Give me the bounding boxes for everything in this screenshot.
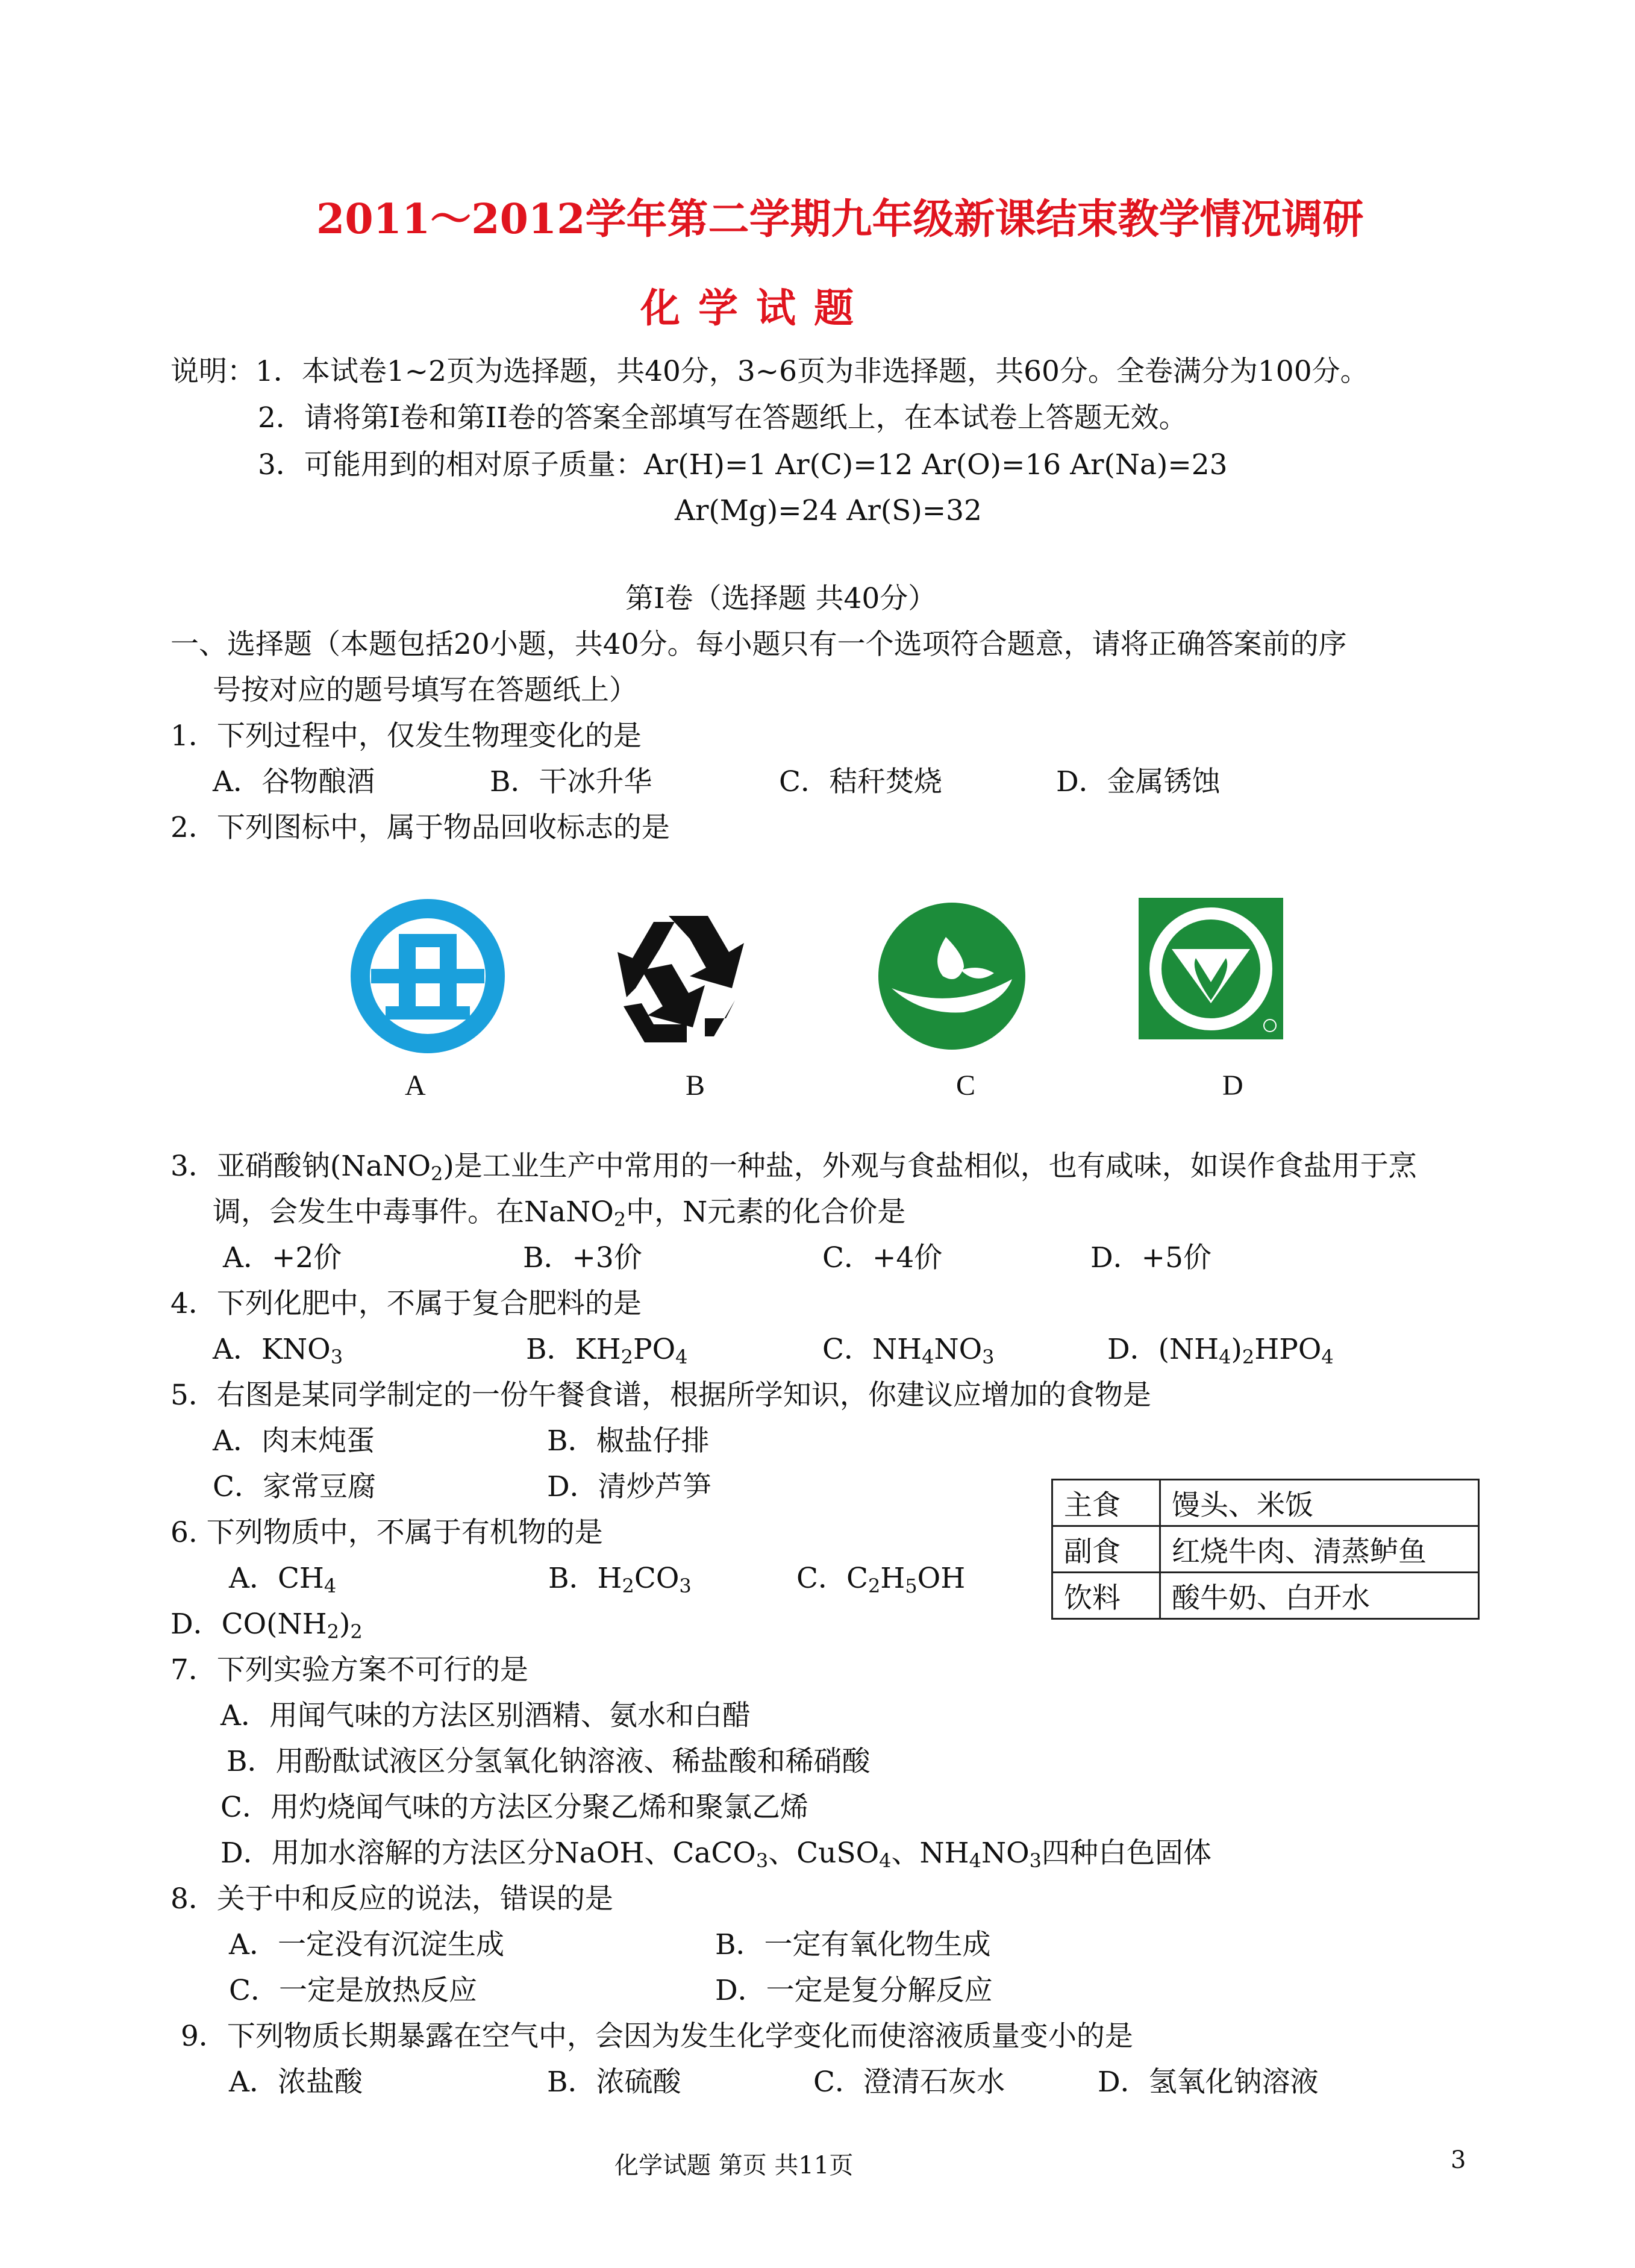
q4-stem: 4．下列化肥中，不属于复合肥料的是 <box>170 1287 642 1320</box>
q4-option-a: A．$KNO_3$ <box>213 1333 343 1368</box>
menu-value: 馒头、米饭 <box>1160 1480 1479 1526</box>
q4-option-b: B．$KH_2PO_4$ <box>526 1333 688 1368</box>
q5-option-c: C．家常豆腐 <box>213 1470 376 1503</box>
note-line-1: 说明：1．本试卷1~2页为选择题，共40分，3~6页为非选择题，共60分。全卷满分为100分。 <box>170 355 1369 388</box>
q8-option-a: A．一定没有沉淀生成 <box>229 1928 504 1961</box>
menu-value: 红烧牛肉、清蒸鲈鱼 <box>1160 1526 1479 1573</box>
section-heading: 第Ⅰ卷（选择题 共40分） <box>625 582 937 615</box>
q7-option-d: D．用加水溶解的方法区分NaOH、CaCO$_3$、CuSO$_4$、$NH_4NO_3$四种白色固体 <box>220 1837 1212 1872</box>
table-row <box>1052 1480 1479 1526</box>
q7-option-c: C．用灼烧闻气味的方法区分聚乙烯和聚氯乙烯 <box>220 1791 808 1824</box>
q2-label-b: B <box>686 1070 705 1101</box>
note-line-3: 3．可能用到的相对原子质量：Ar(H)=1 Ar(C)=12 Ar(O)=16 Ar(Na)=23 <box>258 448 1228 481</box>
q1-stem: 1．下列过程中，仅发生物理变化的是 <box>170 719 642 753</box>
q2-label-c: C <box>956 1070 976 1101</box>
q5-stem: 5．右图是某同学制定的一份午餐食谱，根据所学知识，你建议应增加的食物是 <box>170 1379 1151 1412</box>
page-number: 3 <box>1451 2146 1466 2174</box>
q5-option-b: B．椒盐仔排 <box>547 1424 710 1458</box>
q7-option-a: A．用闻气味的方法区别酒精、氨水和白醋 <box>220 1699 751 1732</box>
q3-option-b: B．+3价 <box>523 1241 642 1274</box>
q5-option-d: D．清炒芦笋 <box>547 1470 711 1503</box>
q1-option-b: B．干冰升华 <box>490 765 652 798</box>
logo-a-icon <box>349 898 506 1054</box>
q7-stem: 7．下列实验方案不可行的是 <box>170 1653 528 1687</box>
q1-option-d: D．金属锈蚀 <box>1056 765 1221 798</box>
q2-label-a: A <box>405 1070 426 1101</box>
q8-option-d: D．一定是复分解反应 <box>715 1974 993 2007</box>
q3-option-a: A．+2价 <box>223 1241 342 1274</box>
logo-d-icon <box>1139 898 1283 1039</box>
menu-value: 酸牛奶、白开水 <box>1160 1573 1479 1619</box>
q8-option-b: B．一定有氧化物生成 <box>715 1928 991 1961</box>
q9-option-a: A．浓盐酸 <box>229 2066 363 2099</box>
q6-stem: 6. 下列物质中，不属于有机物的是 <box>170 1516 603 1549</box>
recycle-icon <box>608 898 771 1054</box>
q9-stem: 9．下列物质长期暴露在空气中，会因为发生化学变化而使溶液质量变小的是 <box>181 2020 1133 2053</box>
q7-option-b: B．用酚酞试液区分氢氧化钠溶液、稀盐酸和稀硝酸 <box>227 1745 871 1778</box>
q5-option-a: A．肉末炖蛋 <box>213 1424 375 1458</box>
q4-option-c: C．$NH_4NO_3$ <box>822 1333 995 1368</box>
q8-stem: 8．关于中和反应的说法，错误的是 <box>170 1882 613 1916</box>
q2-stem: 2．下列图标中，属于物品回收标志的是 <box>170 811 670 844</box>
q8-option-c: C．一定是放热反应 <box>229 1974 477 2007</box>
logo-c-icon <box>874 898 1030 1054</box>
q3-option-d: D．+5价 <box>1090 1241 1211 1274</box>
q4-option-d: D．$(NH_4)_2HPO_4$ <box>1107 1333 1334 1368</box>
q6-option-a: A．$CH_4$ <box>229 1562 337 1597</box>
page-subtitle: 化学试题 <box>640 284 872 331</box>
q3-option-c: C．+4价 <box>822 1241 943 1274</box>
q1-option-c: C．秸秆焚烧 <box>779 765 942 798</box>
q9-option-b: B．浓硫酸 <box>547 2066 681 2099</box>
lunch-menu-table <box>1051 1479 1480 1620</box>
q6-option-c: C．$C_2H_5OH$ <box>796 1562 966 1597</box>
menu-key: 副食 <box>1052 1526 1160 1573</box>
q9-option-c: C．澄清石灰水 <box>813 2066 1005 2099</box>
q1-option-a: A．谷物酿酒 <box>213 765 375 798</box>
q6-option-d: D．$CO(NH_2)_2$ <box>170 1608 363 1643</box>
page-title: 2011～2012学年第二学期九年级新课结束教学情况调研 <box>316 195 1364 243</box>
note-line-4: Ar(Mg)=24 Ar(S)=32 <box>675 494 982 527</box>
section-intro-1: 一、选择题（本题包括20小题，共40分。每小题只有一个选项符合题意，请将正确答案前的序 <box>170 628 1347 661</box>
page-footer: 化学试题 第页 共11页 <box>614 2152 854 2179</box>
table-row <box>1052 1526 1479 1573</box>
note-line-2: 2．请将第Ⅰ卷和第II卷的答案全部填写在答题纸上，在本试卷上答题无效。 <box>258 401 1187 434</box>
table-row <box>1052 1573 1479 1619</box>
q6-option-b: B．$H_2CO_3$ <box>548 1562 692 1597</box>
q3-stem-1: 3．亚硝酸钠(NaNO$_2$)是工业生产中常用的一种盐，外观与食盐相似，也有咸味，如误作食盐用于烹 <box>170 1150 1417 1185</box>
q9-option-d: D．氢氧化钠溶液 <box>1098 2066 1319 2099</box>
q3-stem-2: 调，会发生中毒事件。在NaNO$_2$中，N元素的化合价是 <box>213 1195 906 1231</box>
menu-key: 主食 <box>1052 1480 1160 1526</box>
q2-label-d: D <box>1222 1070 1243 1101</box>
section-intro-2: 号按对应的题号填写在答题纸上） <box>213 674 637 707</box>
menu-key: 饮料 <box>1052 1573 1160 1619</box>
